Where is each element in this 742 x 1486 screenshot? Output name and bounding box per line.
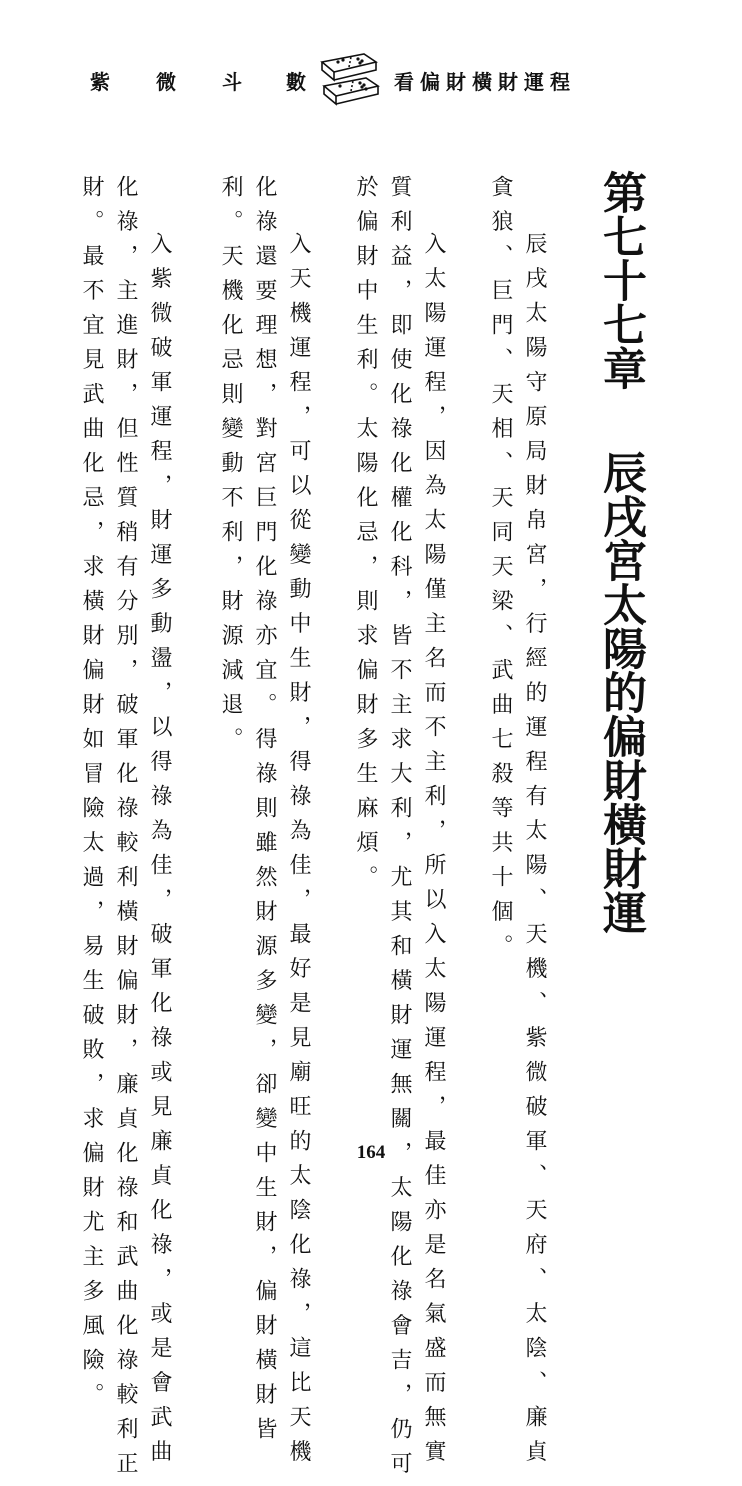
body-line: 化祿還要理想，對宮巨門化祿亦宜。得祿則雖然財源多變，卻變中生財，偏財橫財皆 [252,175,277,1452]
page-number: 164 [356,1142,386,1163]
body-line: 辰戌太陽守原局財帛宮，行經的運程有太陽、天機、紫微破軍、天府、太陰、廉貞 [522,232,547,1474]
body-line: 利。天機化忌則變動不利，財源減退。 [218,175,243,762]
body-line: 貪狼、巨門、天相、天同天梁、武曲七殺等共十個。 [488,175,513,969]
body-line: 質利益，即使化祿化權化科，皆不主求大利，尤其和橫財運無關，太陽化祿會吉，仍可 [387,175,412,1486]
book-title-char: 微 [156,70,176,94]
body-line: 財。最不宜見武曲化忌，求橫財偏財如冒險太過，易生破敗，求偏財尤主多風險。 [79,175,104,1417]
body-line: 入天機運程，可以從變動中生財，得祿為佳，最好是見廟旺的太陰化祿，這比天機 [286,232,311,1474]
body-line: 於偏財中生利。太陽化忌，則求偏財多生麻煩。 [353,175,378,900]
book-title-char: 斗 [222,70,242,94]
book-title [90,66,310,92]
book-title-char: 數 [286,70,306,94]
chapter-title: 辰戌宮太陽的偏財橫財運 [595,450,646,934]
section-title: 看偏財橫財運程 [394,70,576,94]
book-title-char: 紫 [90,70,110,94]
running-header [0,44,742,114]
body-line: 化祿，主進財，但性質稍有分別，破軍化祿較利橫財偏財，廉貞化祿和武曲化祿較利正 [113,175,138,1486]
body-line: 入紫微破軍運程，財運多動盪，以得祿為佳，破軍化祿或見廉貞化祿，或是會武曲 [147,232,172,1474]
body-line: 入太陽運程，因為太陽僅主名而不主利，所以入太陽運程，最佳亦是名氣盛而無實 [421,232,446,1474]
chapter-number: 第七十七章 [595,170,646,390]
dice-logo-icon [316,48,384,108]
